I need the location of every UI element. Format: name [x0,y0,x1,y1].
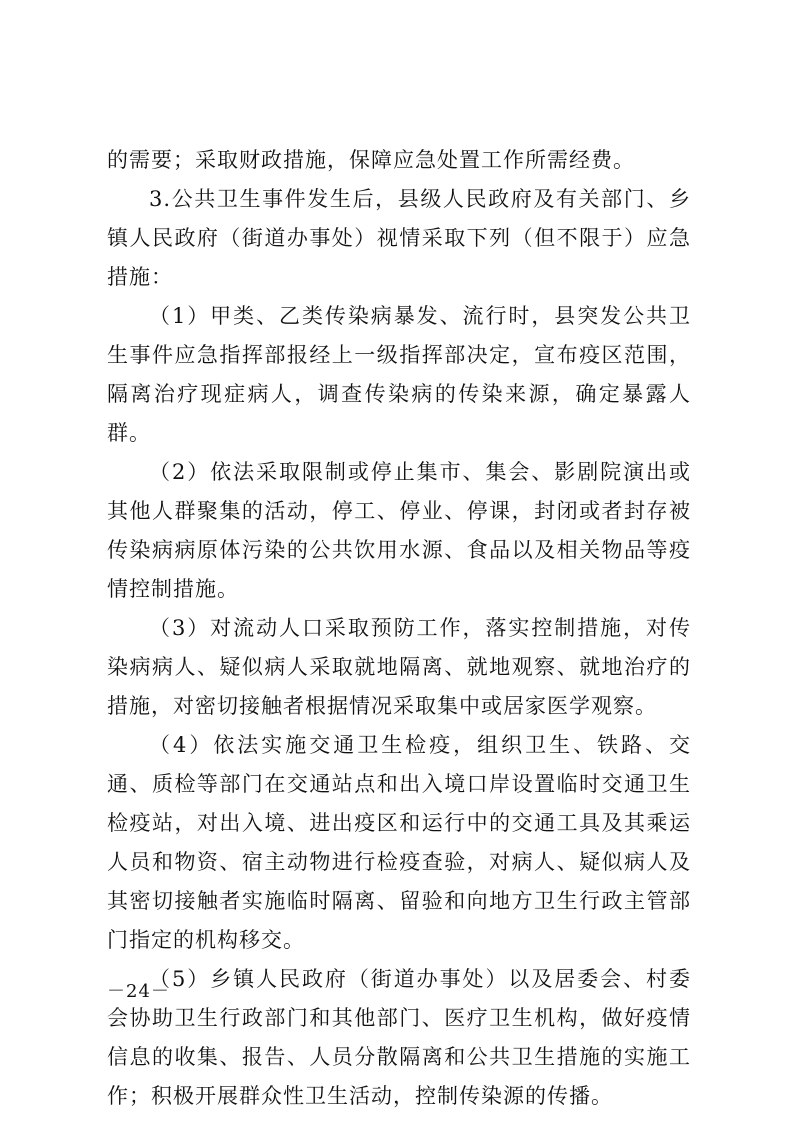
paragraph-measure-3: （3）对流动人口采取预防工作，落实控制措施，对传染病病人、疑似病人采取就地隔离、就地观察、就地治疗的措施，对密切接触者根据情况采取集中或居家医学观察。 [107,616,691,718]
paragraph-measure-2: （2）依法采取限制或停止集市、集会、影剧院演出或其他人群聚集的活动，停工、停业、停课，封闭或者封存被传染病病原体污染的公共饮用水源、食品以及相关物品等疫情控制措施。 [107,460,691,601]
paragraph-continuation: 的需要；采取财政措施，保障应急处置工作所需经费。 [107,148,635,172]
paragraph-item-3: 3.公共卫生事件发生后，县级人民政府及有关部门、乡镇人民政府（街道办事处）视情采取下列（但不限于）应急措施： [107,187,691,289]
paragraph-measure-4: （4）依法实施交通卫生检疫，组织卫生、铁路、交通、质检等部门在交通站点和出入境口岸设置临时交通卫生检疫站，对出入境、进出疫区和运行中的交通工具及其乘运人员和物资、宿主动物进行检疫查验，对病人、疑似病人及其密切接触者实施临时隔离、留验和向地方卫生行政主管部门指定的机构移交。 [107,733,691,952]
paragraph-measure-5: （5）乡镇人民政府（街道办事处）以及居委会、村委会协助卫生行政部门和其他部门、医疗卫生机构，做好疫情信息的收集、报告、人员分散隔离和公共卫生措施的实施工作；积极开展群众性卫生活动，控制传染源的传播。 [107,967,691,1108]
paragraph-measure-1: （1）甲类、乙类传染病暴发、流行时，县突发公共卫生事件应急指挥部报经上一级指挥部决定，宣布疫区范围，隔离治疗现症病人，调查传染病的传染来源，确定暴露人群。 [107,304,691,445]
page-number: －24－ [107,981,170,1002]
body-text [107,141,691,1116]
